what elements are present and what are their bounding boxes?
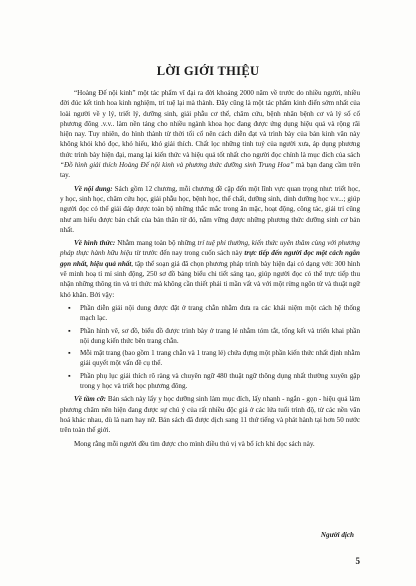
list-item-text: Phần phụ lục giải thích rõ ràng và chuyên ngữ 480 thuật ngữ thông dụng nhất thường xuyên gặp trong y học và triết học phương đông. [80,371,360,391]
bullet-icon: ▪ [68,326,71,335]
form-label: Về hình thức: [74,239,116,248]
content-text: Sách gồm 12 chương, mỗi chương đề cập đến một lĩnh vực quan trọng như: triết học, y học, sinh học, châm cứu học, giải phẫu học, bệnh học, thể chất, dưỡng sinh, dinh dưỡng học v.v...; giúp người đọc có thể giải đáp được toàn bộ những thắc mắc trong ăn mặc, hoạt động, công tác, giải trí cũng như am hiểu được bản chất của bản thân từ đó, nắm vững được những phương thức dưỡng sinh cơ bản nhất. [60,184,360,234]
intro-text-a: “Hoàng Đế nội kinh” một tác phẩm vĩ đại ra đời khoảng 2000 năm về trước do nhiều người, nhiều đời đúc kết tinh hoa kinh nghiệm, trí tuệ lại mà thành. Đây cũng là một tác phẩm kinh điển sớm nhất của loài người về y lý, triết lý, dưỡng sinh, giải phẫu cơ thể, châm cứu, bệnh nhân bệnh cơ và lý số cổ phương đông .v.v.. làm nền tảng cho nhiều ngành khoa học đang được ứng dụng hiệu quả và rộng rãi hiện nay. Tuy nhiên, do hình thành từ thời tối cổ nên cách diễn đạt và trình bày của bản kinh văn này không khỏi khó đọc, khó hiểu, khó giải thích. Chất lọc những tinh tuý của người xưa, áp dụng phương thức trình bày hiện đại, mang lại kiến thức và hiệu quả tốt nhất cho người đọc chính là mục đích của sách [60,89,360,159]
content-paragraph [60,184,360,235]
list-item-text: Mỗi mặt trang (bao gồm 1 trang chẵn và 1 trang lẻ) chứa đựng một phần kiến thức nhất định nhằm giải quyết một vấn đề cụ thể. [80,349,360,368]
list-item [68,303,360,324]
list-item [68,348,360,369]
bullet-icon: ▪ [68,349,71,358]
intro-text-b: mà bạn đang cầm trên tay. [60,161,360,180]
audience-paragraph [60,394,360,435]
list-item-text: Phần diễn giải nội dung được đặt ở trang chẵn nhằm đưa ra các khái niệm một cách hệ thống mạch lạc. [80,303,360,323]
list-item-text: Phần hình vẽ, sơ đồ, biểu đồ được trình bày ở trang lẻ nhằm tóm tắt, tổng kết và triển khai phần nội dung kiến thức bên trang chẵn. [80,326,360,345]
translator-signature: Người dịch [320,531,354,539]
list-item [68,371,360,392]
form-text-b: từ trước đến nay trong cuốn sách này [132,249,245,258]
audience-text: Bản sách này lấy y học dưỡng sinh làm mục đích, lấy nhanh - ngắn - gọn - hiệu quả làm phương châm nên hiện đang được sự chú ý của rất nhiều độc giả ở các lứa tuổi trình độ, từ các nền văn hoá khác nhau, dù là nam hay nữ. Bản sách đã được dịch sang 11 thứ tiếng và phát hành tại hơn 50 nước trên toàn thế giới. [60,395,361,435]
form-bold-italic: trực tiếp đến người đọc một cách ngắn gọn nhất, hiệu quả nhất [60,249,360,268]
form-italic: trí tuệ phi thường, kiến thức uyên thâm cùng với phương pháp thực hành hữu hiệu [60,239,360,258]
preface-body [60,88,360,452]
form-text-c: , tập thể soạn giả đã chọn phương pháp trình bày hiện đại có dạng với: 300 hình vẽ minh hoạ tỉ mỉ sinh động, 250 sơ đồ bảng biểu chi tiết sáng tạo, giúp người đọc có thể trực tiếp thu nhận những thông tin và tri thức mà không cần thiết phải ti mần vất và với một rừng ngôn từ và thuật ngữ khó khăn. Bởi vậy: [60,259,360,299]
list-item [68,326,360,347]
form-paragraph [60,238,360,300]
book-title-italic: “Đồ hình giải thích Hoàng Đế nội kinh và phương thức dưỡng sinh Trung Hoa” [60,161,294,170]
form-text-a: Nhằm mang toàn bộ những [115,239,198,248]
page-number: 5 [355,556,360,566]
content-label: Về nội dung: [74,184,113,193]
audience-label: Về tầm cỡ: [74,395,107,404]
intro-paragraph [60,88,360,181]
page-heading: LỜI GIỚI THIỆU [156,64,260,78]
bullet-icon: ▪ [68,303,71,312]
closing-paragraph: Mong rằng mỗi người đều tìm được cho mình điều thú vị và bổ ích khi đọc sách này. [74,439,315,448]
bullet-icon: ▪ [68,371,71,380]
feature-list [60,303,360,391]
